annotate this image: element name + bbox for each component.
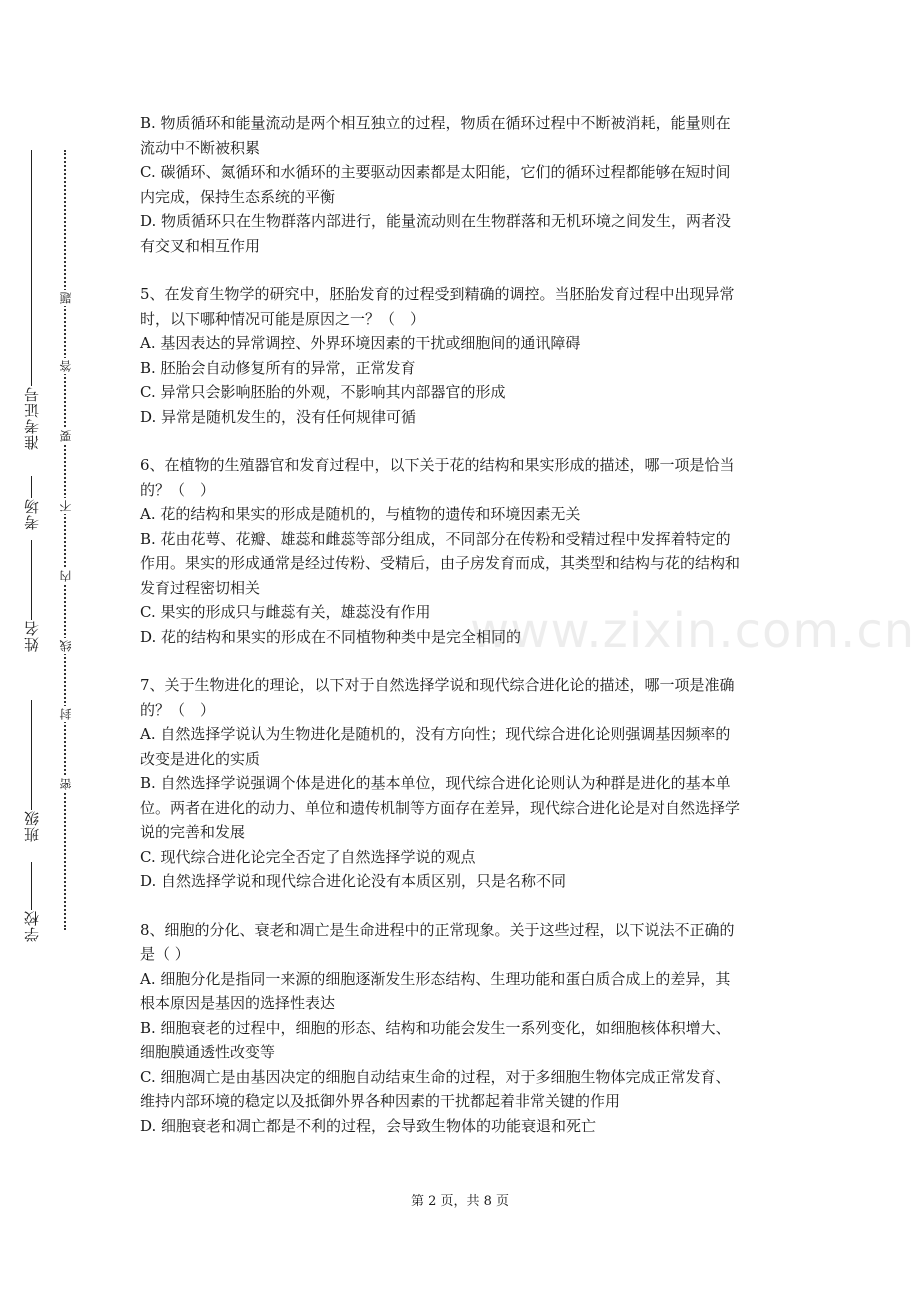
q4-option-d-line: 有交叉和相互作用 — [140, 236, 261, 255]
question-stem: 7、关于生物进化的理论，以下对于自然选择学说和现代综合进化论的描述，哪一项是准确 — [140, 676, 735, 694]
q4-option-c-line: 内完成，保持生态系统的平衡 — [140, 187, 336, 206]
option-b: 说的完善和发展 — [140, 823, 246, 841]
class-field — [14, 700, 48, 842]
option-b: 细胞膜通透性改变等 — [140, 1043, 276, 1061]
option-d: D. 花的结构和果实的形成在不同植物种类中是完全相同的 — [140, 627, 522, 646]
name-field — [14, 540, 48, 652]
name-line — [31, 540, 32, 620]
seal-char: 密 — [59, 778, 73, 790]
option-c: 维持内部环境的稳定以及抵御外界各种因素的干扰都起着非常关键的作用 — [140, 1092, 621, 1110]
seal-char: 封 — [59, 708, 73, 720]
seal-char: 不 — [59, 500, 73, 512]
question-stem: 8、细胞的分化、衰老和凋亡是生命进程中的正常现象。关于这些过程，以下说法不正确的 — [140, 920, 735, 939]
school-label: 学校 — [22, 910, 41, 942]
exam-room-line — [31, 476, 32, 498]
q4-option-d-line: D. 物质循环只在生物群落内部进行，能量流动则在生物群落和无机环境之间发生，两者没 — [140, 212, 732, 230]
option-b: B. 自然选择学说强调个体是进化的基本单位，现代综合进化论则认为种群是进化的基本单 — [140, 774, 731, 792]
option-a: A. 自然选择学说认为生物进化是随机的，没有方向性；现代综合进化论则强调基因频率的 — [140, 725, 731, 743]
page-footer: 第 2 页，共 8 页 — [410, 1194, 510, 1209]
exam-number-line — [31, 150, 32, 386]
question-stem: 是（ ） — [140, 945, 190, 963]
binding-margin — [14, 150, 48, 950]
q4-option-c-line: C. 碳循环、氮循环和水循环的主要驱动因素都是太阳能，它们的循环过程都能够在短时间 — [140, 163, 731, 181]
exam-number-label: 准考证号 — [22, 386, 41, 450]
option-c: C. 异常只会影响胚胎的外观，不影响其内部器官的形成 — [140, 383, 506, 401]
exam-number-field — [14, 150, 48, 450]
question-6 — [140, 453, 790, 649]
class-line — [31, 700, 32, 810]
option-c: C. 果实的形成只与雌蕊有关，雄蕊没有作用 — [140, 603, 431, 621]
school-line — [31, 862, 32, 910]
q4-option-b-line: 流动中不断被积累 — [140, 138, 261, 157]
q4-option-b-line: B. 物质循环和能量流动是两个相互独立的过程，物质在循环过程中不断被消耗，能量则在 — [140, 114, 731, 132]
option-a: 根本原因是基因的选择性表达 — [140, 994, 336, 1012]
seal-char: 内 — [59, 570, 73, 582]
class-label: 班级 — [22, 810, 41, 842]
question-stem: 的？（ ） — [140, 700, 216, 719]
option-b: 位。两者在进化的动力、单位和遗传机制等方面存在差异，现代综合进化论是对自然选择学 — [140, 798, 741, 817]
name-label: 姓名 — [22, 620, 41, 652]
seal-char: 要 — [59, 430, 73, 442]
option-c: C. 现代综合进化论完全否定了自然选择学说的观点 — [140, 847, 476, 866]
option-c: C. 细胞凋亡是由基因决定的细胞自动结束生命的过程，对于多细胞生物体完成正常发育、 — [140, 1067, 731, 1086]
seal-dotted-line — [64, 150, 70, 930]
seal-char: 答 — [59, 360, 73, 372]
q4-options-continued — [140, 111, 790, 258]
question-7 — [140, 673, 790, 894]
question-stem: 5、在发育生物学的研究中，胚胎发育的过程受到精确的调控。当胚胎发育过程中出现异常 — [140, 285, 735, 303]
question-stem: 6、在植物的生殖器官和发育过程中，以下关于花的结构和果实形成的描述，哪一项是恰当 — [140, 456, 735, 474]
option-a: A. 基因表达的异常调控、外界环境因素的干扰或细胞间的通讯障碍 — [140, 334, 581, 352]
seal-char: 线 — [59, 640, 73, 652]
seal-char: 题 — [59, 292, 73, 304]
option-a: A. 花的结构和果实的形成是随机的，与植物的遗传和环境因素无关 — [140, 505, 581, 523]
watermark: www.zixin.com.cn — [470, 603, 916, 659]
option-d: D. 异常是随机发生的，没有任何规律可循 — [140, 407, 417, 426]
option-a: 改变是进化的实质 — [140, 749, 261, 768]
question-8 — [140, 918, 790, 1139]
school-field — [14, 862, 48, 942]
option-d: D. 自然选择学说和现代综合进化论没有本质区别，只是名称不同 — [140, 872, 567, 890]
exam-room-field — [14, 476, 48, 530]
option-d: D. 细胞衰老和凋亡都是不利的过程，会导致生物体的功能衰退和死亡 — [140, 1116, 597, 1135]
question-stem: 时，以下哪种情况可能是原因之一？（ ） — [140, 309, 426, 328]
question-stem: 的？（ ） — [140, 480, 216, 499]
question-5 — [140, 282, 790, 429]
option-a: A. 细胞分化是指同一来源的细胞逐渐发生形态结构、生理功能和蛋白质合成上的差异，其 — [140, 969, 731, 988]
option-b: B. 细胞衰老的过程中，细胞的形态、结构和功能会发生一系列变化，如细胞核体积增大、 — [140, 1018, 731, 1037]
option-b: 发育过程密切相关 — [140, 578, 261, 597]
question-content — [140, 111, 790, 1138]
exam-room-label: 考场 — [22, 498, 41, 530]
option-b: B. 胚胎会自动修复所有的异常，正常发育 — [140, 358, 416, 377]
option-b: 作用。果实的形成通常是经过传粉、受精后，由子房发育而成，其类型和结构与花的结构和 — [140, 554, 741, 572]
option-b: B. 花由花萼、花瓣、雄蕊和雌蕊等部分组成，不同部分在传粉和受精过程中发挥着特定的 — [140, 529, 731, 548]
